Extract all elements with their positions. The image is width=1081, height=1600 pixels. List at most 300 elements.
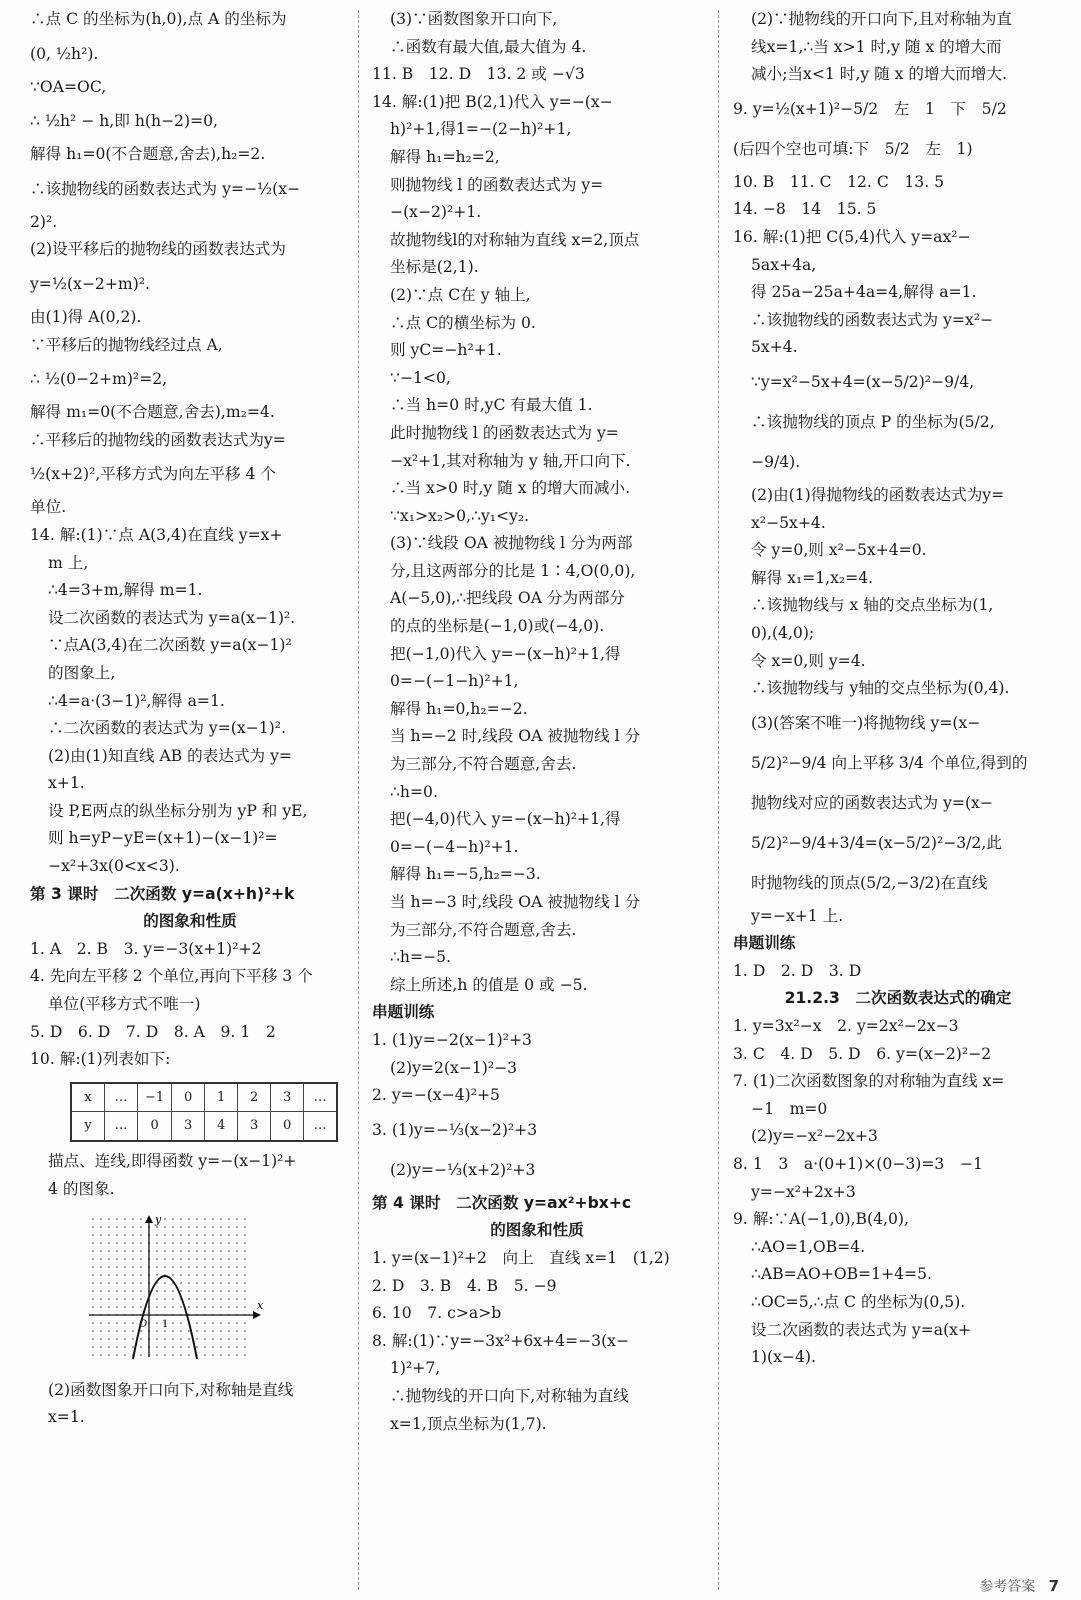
text-line: ∴该抛物线的函数表达式为 y=x²−: [751, 310, 994, 329]
grid-dot: [108, 1354, 110, 1356]
grid-dot: [100, 1258, 102, 1260]
grid-dot: [124, 1234, 126, 1236]
footer-label: 参考答案: [979, 1579, 1036, 1595]
text-line: ∴函数有最大值,最大值为 4.: [390, 37, 587, 56]
text-line: (2)y=−x²−2x+3: [751, 1127, 878, 1146]
text-line: 14. −8 14 15. 5: [733, 200, 877, 219]
text-line: (2)∵点 C在 y 轴上,: [390, 285, 531, 304]
grid-dot: [188, 1266, 190, 1268]
grid-dot: [220, 1346, 222, 1348]
table-cell: 0: [138, 1112, 172, 1141]
grid-dot: [116, 1266, 118, 1268]
grid-dot: [108, 1258, 110, 1260]
grid-dot: [108, 1330, 110, 1332]
grid-dot: [132, 1338, 134, 1340]
grid-dot: [204, 1330, 206, 1332]
grid-dot: [124, 1346, 126, 1348]
grid-dot: [124, 1282, 126, 1284]
grid-dot: [116, 1346, 118, 1348]
grid-dot: [132, 1266, 134, 1268]
text-line: (3)(答案不唯一)将抛物线 y=(x−: [751, 713, 981, 732]
grid-dot: [180, 1226, 182, 1228]
text-line: (2)y=−⅓(x+2)²+3: [390, 1160, 536, 1179]
table-cell: 3: [238, 1112, 271, 1141]
text-line: ∴ ½(0−2+m)²=2,: [30, 370, 168, 389]
grid-dot: [140, 1298, 142, 1300]
text-line: 4 的图象.: [48, 1179, 115, 1198]
grid-dot: [244, 1258, 246, 1260]
grid-dot: [244, 1242, 246, 1244]
text-line: ∴点 C的横坐标为 0.: [390, 313, 536, 332]
problem-9-heading: 9. 解:∵A(−1,0),B(4,0),: [733, 1210, 909, 1229]
grid-dot: [156, 1274, 158, 1276]
table-cell: 0: [271, 1112, 304, 1141]
grid-dot: [116, 1218, 118, 1220]
grid-dot: [116, 1282, 118, 1284]
grid-dot: [140, 1242, 142, 1244]
grid-dot: [196, 1306, 198, 1308]
grid-dot: [220, 1226, 222, 1228]
grid-dot: [212, 1346, 214, 1348]
origin-label: O: [139, 1319, 148, 1331]
grid-dot: [156, 1338, 158, 1340]
grid-dot: [156, 1290, 158, 1292]
grid-dot: [228, 1266, 230, 1268]
grid-dot: [172, 1322, 174, 1324]
text-line: (后四个空也可填:下 5/2 左 1): [733, 139, 973, 158]
grid-dot: [156, 1258, 158, 1260]
text-line: 当 h=−3 时,线段 OA 被抛物线 l 分: [390, 893, 641, 911]
grid-dot: [132, 1322, 134, 1324]
text-line: (3)∵线段 OA 被抛物线 l 分为两部: [390, 534, 633, 553]
grid-dot: [180, 1258, 182, 1260]
grid-dot: [220, 1266, 222, 1268]
grid-dot: [92, 1258, 94, 1260]
grid-dot: [100, 1274, 102, 1276]
grid-dot: [236, 1298, 238, 1300]
text-line: ∵平移后的抛物线经过点 A,: [30, 335, 223, 354]
text-line: ∵x₁>x₂>0,∴y₁<y₂.: [390, 506, 530, 525]
text-line: (2)y=2(x−1)²−3: [390, 1058, 518, 1077]
text-line: ∴该抛物线的顶点 P 的坐标为(5/2,: [751, 412, 995, 431]
grid-dot: [100, 1242, 102, 1244]
text-line: x²−5x+4.: [751, 513, 826, 532]
grid-dot: [204, 1290, 206, 1292]
grid-dot: [124, 1250, 126, 1252]
y-axis-arrow: [145, 1215, 153, 1223]
grid-dot: [180, 1274, 182, 1276]
text-line: −x²+1,其对称轴为 y 轴,开口向下.: [390, 451, 631, 470]
grid-dot: [228, 1242, 230, 1244]
text-line: 设二次函数的表达式为 y=a(x+: [751, 1320, 972, 1339]
text-line: ∴OC=5,∴点 C 的坐标为(0,5).: [751, 1293, 966, 1311]
grid-dot: [164, 1354, 166, 1356]
grid-dot: [108, 1338, 110, 1340]
table-cell: 4: [205, 1112, 238, 1141]
grid-dot: [164, 1234, 166, 1236]
grid-dot: [164, 1346, 166, 1348]
text-line: 4. 先向左平移 2 个单位,再向下平移 3 个: [30, 967, 313, 986]
grid-dot: [236, 1290, 238, 1292]
table-cell: …: [304, 1112, 338, 1141]
grid-dot: [228, 1322, 230, 1324]
grid-dot: [244, 1346, 246, 1348]
grid-dot: [100, 1234, 102, 1236]
grid-dot: [92, 1274, 94, 1276]
grid-dot: [196, 1258, 198, 1260]
grid-dot: [212, 1330, 214, 1332]
grid-dot: [172, 1338, 174, 1340]
grid-dot: [92, 1234, 94, 1236]
grid-dot: [196, 1282, 198, 1284]
grid-dot: [228, 1354, 230, 1356]
grid-dot: [100, 1330, 102, 1332]
grid-dot: [140, 1354, 142, 1356]
grid-dot: [156, 1330, 158, 1332]
text-line: 单位.: [30, 498, 67, 517]
text-line: y=−x+1 上.: [751, 906, 844, 925]
text-line: 0),(4,0);: [751, 623, 815, 642]
grid-dot: [140, 1274, 142, 1276]
grid-dot: [220, 1298, 222, 1300]
grid-dot: [220, 1290, 222, 1292]
grid-dot: [164, 1266, 166, 1268]
grid-dot: [92, 1322, 94, 1324]
grid-dot: [116, 1226, 118, 1228]
text-line: 设 P,E两点的纵坐标分别为 yP 和 yE,: [48, 801, 308, 820]
grid-dot: [236, 1282, 238, 1284]
grid-dot: [196, 1250, 198, 1252]
grid-dot: [188, 1282, 190, 1284]
text-line: 7. (1)二次函数图象的对称轴为直线 x=: [733, 1072, 1005, 1091]
grid-dot: [196, 1242, 198, 1244]
grid-dot: [108, 1306, 110, 1308]
grid-dot: [116, 1298, 118, 1300]
grid-dot: [124, 1338, 126, 1340]
text-line: 2)².: [30, 212, 58, 231]
grid-dot: [132, 1330, 134, 1332]
text-line: 解得 h₁=h₂=2,: [390, 147, 500, 166]
grid-dot: [236, 1274, 238, 1276]
tick-label-one: 1: [162, 1319, 169, 1331]
grid-dot: [188, 1274, 190, 1276]
grid-dot: [172, 1330, 174, 1332]
grid-dot: [244, 1306, 246, 1308]
text-line: 把(−4,0)代入 y=−(x−h)²+1,得: [390, 810, 621, 829]
text-line: 5/2)²−9/4+3/4=(x−5/2)²−3/2,此: [751, 833, 1002, 852]
text-line: 则抛物线 l 的函数表达式为 y=: [390, 175, 604, 194]
grid-dot: [156, 1250, 158, 1252]
grid-dot: [188, 1226, 190, 1228]
grid-dot: [220, 1234, 222, 1236]
text-line: 坐标是(2,1).: [390, 258, 479, 277]
grid-dot: [212, 1306, 214, 1308]
grid-dot: [100, 1322, 102, 1324]
problem-14-heading: 14. 解:(1)∵点 A(3,4)在直线 y=x+: [30, 525, 283, 544]
text-line: (2)函数图象开口向下,对称轴是直线: [48, 1380, 294, 1399]
text-line: 线x=1,∴当 x>1 时,y 随 x 的增大而: [751, 37, 1002, 56]
grid-dot: [164, 1306, 166, 1308]
text-line: ∴4=a·(3−1)²,解得 a=1.: [48, 691, 225, 710]
text-line: 故抛物线l的对称轴为直线 x=2,顶点: [390, 230, 640, 249]
grid-dot: [228, 1282, 230, 1284]
grid-dot: [220, 1330, 222, 1332]
grid-dot: [172, 1290, 174, 1292]
grid-dot: [92, 1298, 94, 1300]
grid-dot: [92, 1346, 94, 1348]
grid-dot: [164, 1218, 166, 1220]
problem-8-heading: 8. 解:(1)∵y=−3x²+6x+4=−3(x−: [372, 1331, 630, 1350]
grid-dot: [236, 1266, 238, 1268]
grid-dot: [92, 1306, 94, 1308]
text-line: 此时抛物线 l 的函数表达式为 y=: [390, 423, 619, 442]
grid-dot: [156, 1266, 158, 1268]
grid-dot: [228, 1298, 230, 1300]
problem-16-heading: 16. 解:(1)把 C(5,4)代入 y=ax²−: [733, 227, 971, 246]
value-table-wrapper: [70, 1082, 350, 1142]
text-line: 的图象上,: [48, 663, 116, 682]
text-line: 3. (1)y=−⅓(x−2)²+3: [372, 1120, 538, 1139]
x-axis-arrow: [253, 1311, 261, 1319]
grid-dot: [220, 1354, 222, 1356]
grid-dot: [228, 1250, 230, 1252]
grid-dot: [188, 1258, 190, 1260]
lesson-4-subtitle: 的图象和性质: [490, 1221, 584, 1240]
grid-dot: [228, 1346, 230, 1348]
table-row: [71, 1083, 337, 1112]
grid-dot: [100, 1306, 102, 1308]
grid-dot: [236, 1346, 238, 1348]
text-line: 令 x=0,则 y=4.: [751, 651, 866, 670]
grid-dot: [188, 1338, 190, 1340]
grid-dot: [196, 1346, 198, 1348]
grid-dot: [172, 1226, 174, 1228]
text-line: m 上,: [48, 553, 89, 572]
text-line: 设二次函数的表达式为 y=a(x−1)².: [48, 608, 296, 627]
grid-dot: [132, 1346, 134, 1348]
grid-dot: [212, 1226, 214, 1228]
grid-dot: [188, 1218, 190, 1220]
grid-dot: [180, 1330, 182, 1332]
text-line: −x²+3x(0<x<3).: [48, 857, 180, 876]
grid-dot: [132, 1242, 134, 1244]
page-footer: [979, 1576, 1059, 1596]
grid-dot: [212, 1250, 214, 1252]
text-line: ∴平移后的抛物线的函数表达式为y=: [30, 430, 286, 449]
text-line: ∴4=3+m,解得 m=1.: [48, 581, 203, 600]
grid-dot: [188, 1346, 190, 1348]
grid-dot: [196, 1338, 198, 1340]
grid-dot: [132, 1290, 134, 1292]
grid-dot: [124, 1258, 126, 1260]
grid-dot: [140, 1346, 142, 1348]
grid-dot: [236, 1226, 238, 1228]
grid-dot: [108, 1346, 110, 1348]
text-line: ∵−1<0,: [390, 368, 451, 387]
grid-dot: [212, 1282, 214, 1284]
text-line: 得 25a−25a+4a=4,解得 a=1.: [751, 283, 977, 302]
grid-dot: [140, 1306, 142, 1308]
grid-dot: [132, 1234, 134, 1236]
column-middle: [372, 6, 702, 1438]
grid-dot: [140, 1282, 142, 1284]
grid-dot: [188, 1354, 190, 1356]
grid-dot: [204, 1298, 206, 1300]
grid-dot: [156, 1242, 158, 1244]
grid-dot: [156, 1354, 158, 1356]
text-line: (2)由(1)得抛物线的函数表达式为y=: [751, 485, 1005, 504]
lesson-3-subtitle: 的图象和性质: [143, 912, 237, 931]
parabola-graph: [85, 1211, 350, 1371]
grid-dot: [156, 1298, 158, 1300]
problem-10-heading: 10. 解:(1)列表如下:: [30, 1050, 171, 1069]
grid-dot: [172, 1274, 174, 1276]
text-line: 0=−(−1−h)²+1,: [390, 672, 519, 691]
text-line: (2)∵抛物线的开口向下,且对称轴为直: [751, 10, 1012, 28]
text-line: 由(1)得 A(0,2).: [30, 307, 142, 326]
grid-dot: [124, 1322, 126, 1324]
grid-dot: [180, 1346, 182, 1348]
grid-dot: [124, 1266, 126, 1268]
grid-dot: [116, 1250, 118, 1252]
text-line: 解得 h₁=0(不合题意,舍去),h₂=2.: [30, 145, 266, 164]
grid-dot: [108, 1242, 110, 1244]
text-line: 10. B 11. C 12. C 13. 5: [733, 172, 945, 191]
lesson-3-title: 第 3 课时 二次函数 y=a(x+h)²+k: [30, 884, 295, 903]
grid-dot: [132, 1226, 134, 1228]
grid-dot: [140, 1234, 142, 1236]
text-line: 1. (1)y=−2(x−1)²+3: [372, 1030, 532, 1049]
grid-dot: [196, 1290, 198, 1292]
grid-dot: [92, 1242, 94, 1244]
grid-dot: [188, 1242, 190, 1244]
text-line: 2. y=−(x−4)²+5: [372, 1086, 500, 1105]
grid-dot: [212, 1234, 214, 1236]
text-line: ∴抛物线的开口向下,对称轴为直线: [390, 1386, 629, 1405]
grid-dot: [100, 1298, 102, 1300]
text-line: 2. D 3. B 4. B 5. −9: [372, 1276, 557, 1295]
grid-dot: [124, 1242, 126, 1244]
grid-dot: [196, 1218, 198, 1220]
table-cell: …: [105, 1083, 138, 1112]
grid-dot: [116, 1322, 118, 1324]
grid-dot: [236, 1234, 238, 1236]
grid-dot: [156, 1322, 158, 1324]
grid-dot: [116, 1290, 118, 1292]
problem-14-heading: 14. 解:(1)把 B(2,1)代入 y=−(x−: [372, 92, 613, 111]
grid-dot: [92, 1290, 94, 1292]
grid-dot: [212, 1274, 214, 1276]
grid-dot: [108, 1282, 110, 1284]
grid-dot: [244, 1250, 246, 1252]
text-line: ∵OA=OC,: [30, 77, 107, 96]
grid-dot: [92, 1226, 94, 1228]
grid-dot: [212, 1290, 214, 1292]
grid-dot: [204, 1226, 206, 1228]
grid-dot: [204, 1282, 206, 1284]
text-line: 1. A 2. B 3. y=−3(x+1)²+2: [30, 939, 262, 958]
grid-dot: [172, 1218, 174, 1220]
grid-dot: [132, 1274, 134, 1276]
grid-dot: [228, 1290, 230, 1292]
text-line: 0=−(−4−h)²+1.: [390, 837, 519, 856]
grid-dot: [188, 1330, 190, 1332]
grid-dot: [204, 1242, 206, 1244]
grid-dot: [180, 1354, 182, 1356]
grid-dot: [172, 1346, 174, 1348]
grid-dot: [132, 1258, 134, 1260]
grid-dot: [100, 1218, 102, 1220]
grid-dot: [244, 1274, 246, 1276]
text-line: −9/4).: [751, 452, 801, 471]
grid-dot: [244, 1354, 246, 1356]
grid-dot: [116, 1330, 118, 1332]
grid-dot: [204, 1250, 206, 1252]
text-line: 解得 m₁=0(不合题意,舍去),m₂=4.: [30, 403, 275, 422]
grid-dot: [220, 1242, 222, 1244]
grid-dot: [228, 1258, 230, 1260]
grid-dot: [172, 1266, 174, 1268]
section-heading-practice: 串题训练: [733, 934, 796, 953]
grid-dot: [204, 1274, 206, 1276]
table-cell: …: [105, 1112, 138, 1141]
text-line: 1)²+7,: [390, 1359, 441, 1378]
grid-dot: [236, 1258, 238, 1260]
grid-dot: [124, 1354, 126, 1356]
text-line: 解得 x₁=1,x₂=4.: [751, 568, 874, 587]
grid-dot: [100, 1250, 102, 1252]
grid-dot: [236, 1330, 238, 1332]
table-cell: …: [304, 1083, 338, 1112]
grid-dot: [244, 1338, 246, 1340]
text-line: ∴当 h=0 时,yC 有最大值 1.: [390, 396, 593, 415]
text-line: 1. y=(x−1)²+2 向上 直线 x=1 (1,2): [372, 1248, 670, 1267]
grid-dot: [188, 1298, 190, 1300]
grid-dot: [236, 1322, 238, 1324]
grid-dot: [220, 1338, 222, 1340]
grid-dot: [164, 1250, 166, 1252]
grid-dot: [108, 1250, 110, 1252]
table-cell: −1: [138, 1083, 172, 1112]
grid-dot: [172, 1250, 174, 1252]
column-left: [30, 6, 350, 1432]
text-line: 6. 10 7. c>a>b: [372, 1304, 502, 1323]
grid-dot: [212, 1242, 214, 1244]
table-cell: 3: [271, 1083, 304, 1112]
text-line: −(x−2)²+1.: [390, 203, 482, 222]
grid-dot: [204, 1346, 206, 1348]
text-line: 分,且这两部分的比是 1∶4,O(0,0),: [390, 561, 636, 580]
grid-dot: [108, 1218, 110, 1220]
column-divider: [718, 10, 719, 1590]
text-line: ∴h=0.: [390, 782, 438, 801]
text-line: ∴AO=1,OB=4.: [751, 1237, 866, 1256]
grid-dot: [220, 1250, 222, 1252]
table-cell: 1: [205, 1083, 238, 1112]
text-line: h)²+1,得1=−(2−h)²+1,: [390, 120, 572, 139]
grid-dot: [124, 1298, 126, 1300]
grid-dot: [204, 1306, 206, 1308]
grid-dot: [108, 1274, 110, 1276]
text-line: y=½(x−2+m)².: [30, 274, 150, 293]
text-line: 5x+4.: [751, 338, 798, 357]
grid-dot: [180, 1306, 182, 1308]
x-axis-label: x: [257, 1299, 264, 1313]
text-line: 描点、连线,即得函数 y=−(x−1)²+: [48, 1152, 297, 1170]
grid-dot: [180, 1250, 182, 1252]
text-line: ∴该抛物线的函数表达式为 y=−½(x−: [30, 179, 301, 198]
grid-dot: [228, 1338, 230, 1340]
